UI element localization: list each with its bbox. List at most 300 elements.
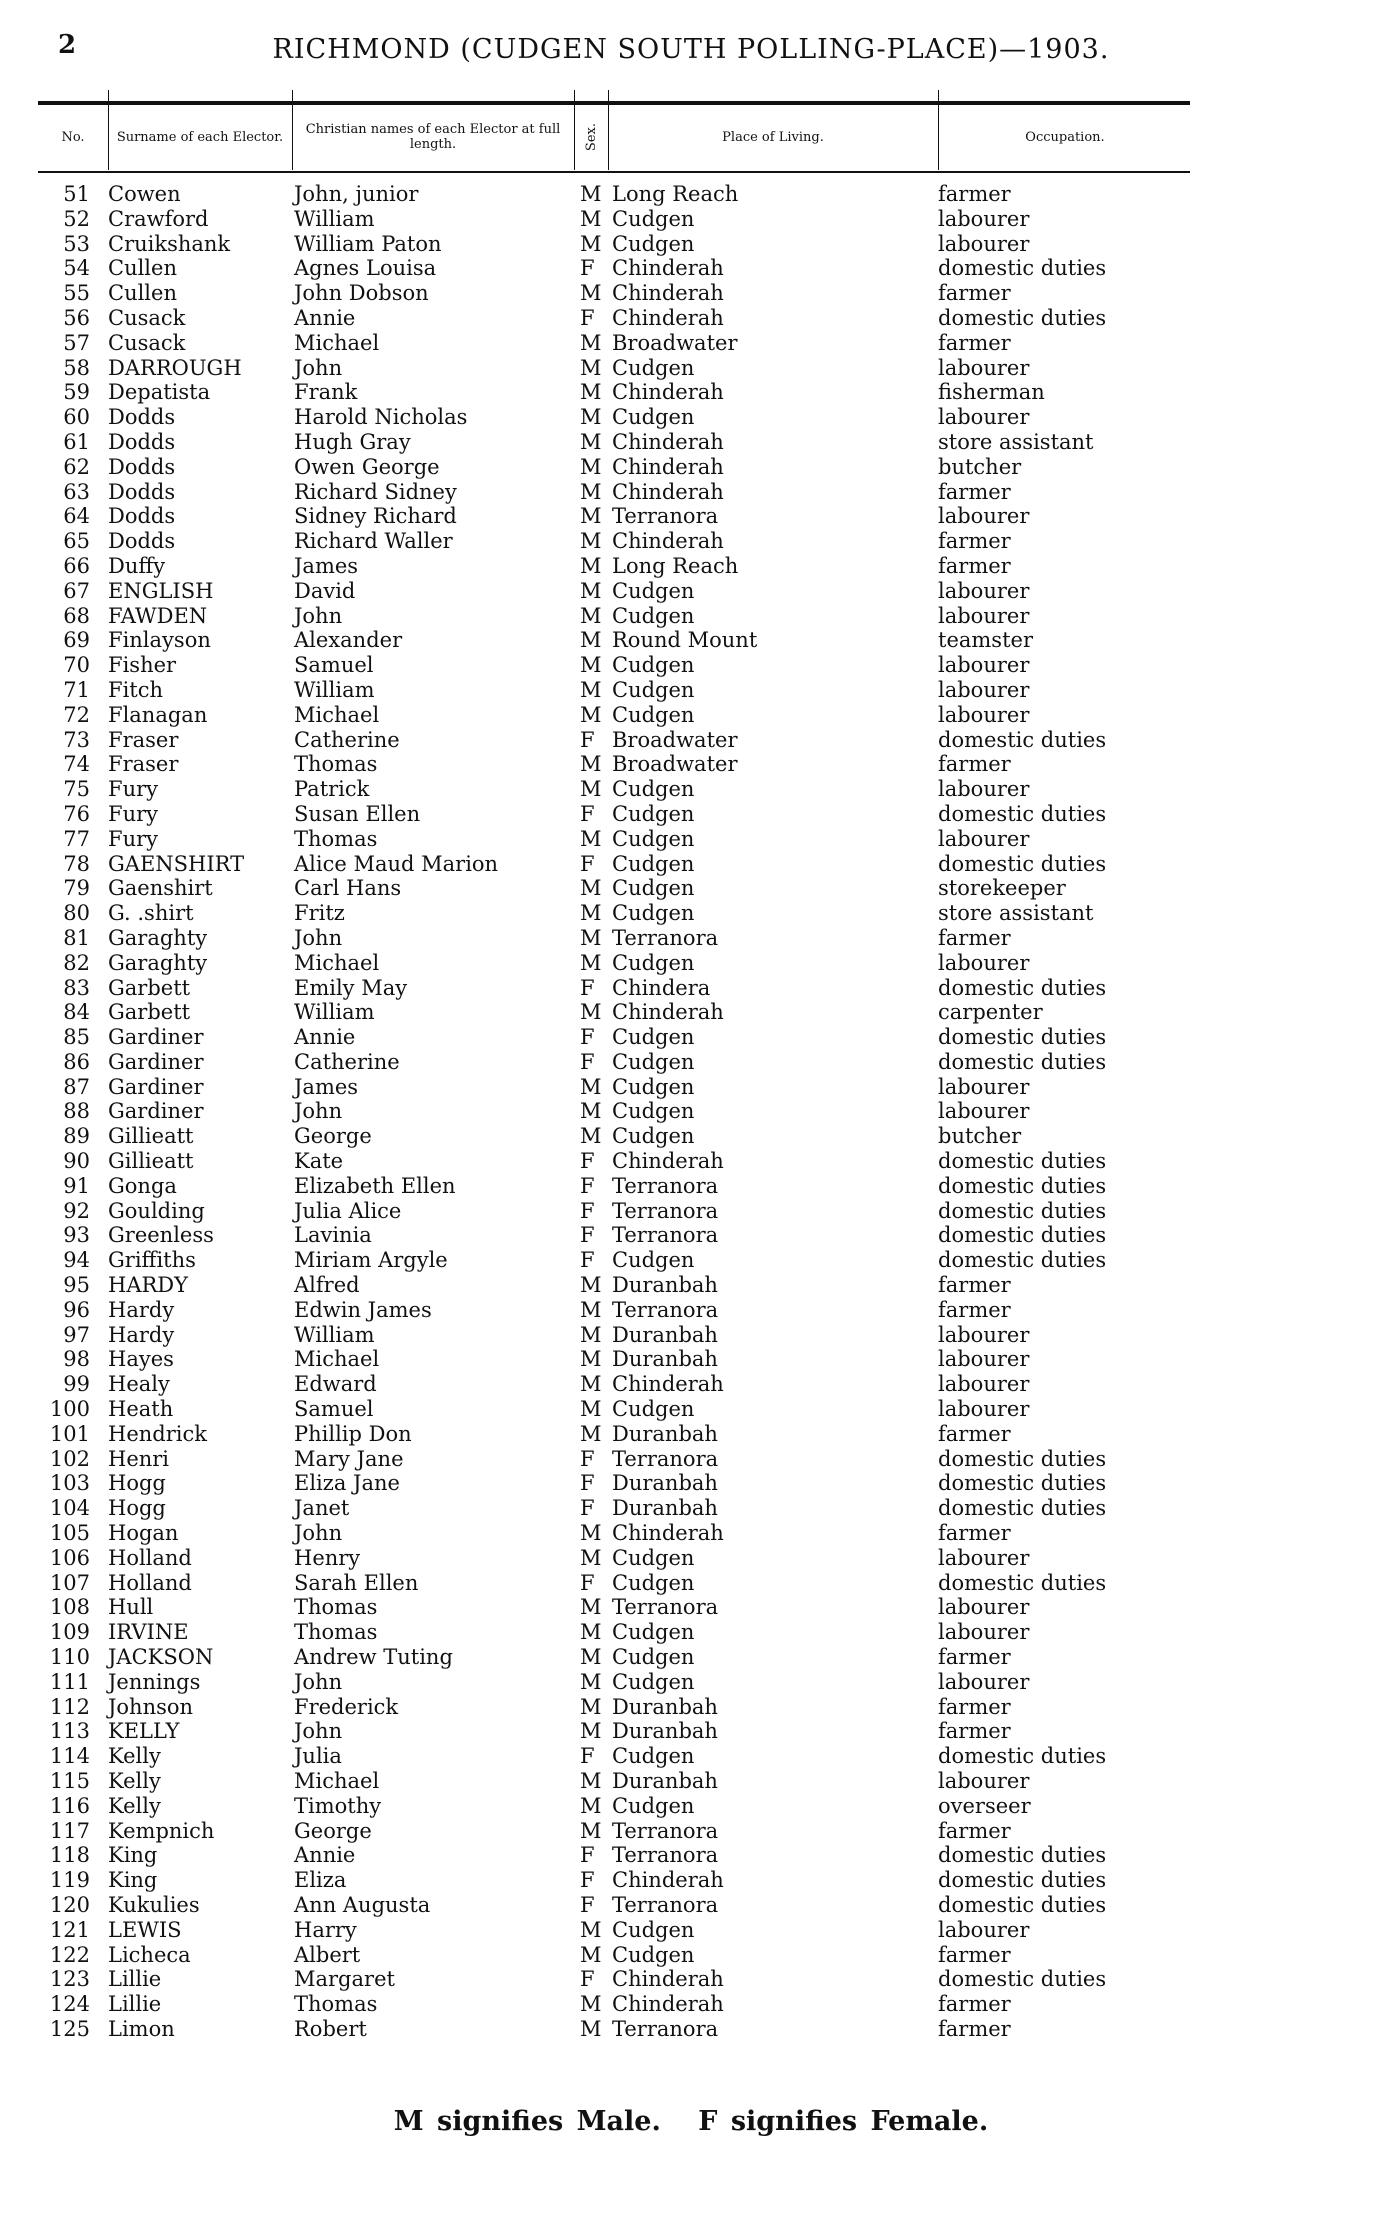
elector-occupation: farmer (938, 925, 1011, 950)
elector-number: 117 (49, 1818, 90, 1843)
elector-place-of-living: Cudgen (612, 1917, 695, 1942)
table-row (0, 1025, 1382, 1050)
elector-occupation: domestic duties (938, 1223, 1107, 1248)
elector-christian-names: John (294, 355, 343, 380)
elector-christian-names: James (294, 1074, 359, 1099)
table-row (0, 1769, 1382, 1794)
table-row (0, 1819, 1382, 1844)
elector-sex: M (580, 1521, 602, 1546)
elector-number: 53 (63, 231, 90, 256)
elector-number: 94 (63, 1248, 90, 1273)
table-row (0, 752, 1382, 777)
table-row (0, 951, 1382, 976)
elector-place-of-living: Cudgen (612, 603, 695, 628)
elector-surname: Garbett (108, 1000, 191, 1025)
page-number: 2 (58, 30, 77, 60)
elector-occupation: domestic duties (938, 1149, 1107, 1174)
elector-christian-names: Kate (294, 1149, 344, 1174)
elector-number: 61 (63, 429, 90, 454)
elector-sex: M (580, 405, 602, 430)
elector-christian-names: Samuel (294, 653, 374, 678)
elector-number: 64 (63, 504, 90, 529)
elector-christian-names: Michael (294, 1769, 380, 1793)
elector-surname: Gardiner (108, 1074, 204, 1099)
elector-occupation: farmer (938, 529, 1011, 554)
elector-surname: Goulding (108, 1198, 205, 1223)
elector-occupation: farmer (938, 553, 1011, 578)
elector-surname: DARROUGH (108, 355, 242, 380)
elector-surname: FAWDEN (108, 603, 208, 628)
elector-place-of-living: Terranora (612, 1818, 719, 1843)
table-row (0, 1397, 1382, 1422)
elector-place-of-living: Chinderah (612, 529, 724, 554)
elector-surname: ENGLISH (108, 578, 214, 603)
elector-number: 68 (63, 603, 90, 628)
elector-number: 90 (63, 1149, 90, 1174)
elector-sex: M (580, 1347, 602, 1372)
elector-place-of-living: Broadwater (612, 752, 738, 777)
elector-surname: Gardiner (108, 1049, 204, 1074)
elector-occupation: domestic duties (938, 1025, 1107, 1050)
elector-place-of-living: Terranora (612, 1198, 719, 1223)
elector-number: 67 (63, 578, 90, 603)
table-row (0, 1943, 1382, 1968)
elector-number: 93 (63, 1223, 90, 1248)
table-row (0, 2017, 1382, 2042)
table-row (0, 480, 1382, 505)
table-row (0, 777, 1382, 802)
elector-surname: Gaenshirt (108, 876, 213, 901)
elector-christian-names: Fritz (294, 901, 345, 926)
elector-christian-names: Julia (294, 1744, 342, 1769)
elector-place-of-living: Broadwater (612, 330, 738, 355)
elector-christian-names: Henry (294, 1545, 361, 1570)
elector-christian-names: Ann Augusta (294, 1892, 431, 1917)
table-row (0, 1298, 1382, 1323)
elector-occupation: domestic duties (938, 305, 1107, 330)
elector-place-of-living: Cudgen (612, 1099, 695, 1124)
elector-number: 101 (49, 1421, 90, 1446)
elector-place-of-living: Cudgen (612, 1570, 695, 1595)
elector-christian-names: Alfred (294, 1273, 360, 1298)
elector-surname: Hendrick (108, 1421, 207, 1446)
elector-sex: F (580, 851, 595, 876)
elector-surname: Finlayson (108, 628, 211, 653)
elector-number: 89 (63, 1124, 90, 1149)
elector-christian-names: Eliza Jane (294, 1471, 400, 1496)
elector-place-of-living: Terranora (612, 1595, 719, 1620)
elector-sex: M (580, 752, 602, 777)
table-row (0, 182, 1382, 207)
elector-surname: Kelly (108, 1769, 161, 1793)
table-row (0, 306, 1382, 331)
elector-christian-names: Julia Alice (294, 1198, 402, 1223)
table-row (0, 628, 1382, 653)
elector-surname: Gardiner (108, 1099, 204, 1124)
elector-sex: M (580, 1372, 602, 1397)
elector-place-of-living: Cudgen (612, 777, 695, 802)
elector-christian-names: Mary Jane (294, 1446, 404, 1471)
elector-christian-names: Robert (294, 2016, 367, 2041)
table-row (0, 1546, 1382, 1571)
elector-surname: Gillieatt (108, 1124, 194, 1149)
column-divider (108, 90, 109, 170)
elector-christian-names: John (294, 1669, 343, 1694)
elector-place-of-living: Chinderah (612, 1868, 724, 1893)
table-row (0, 529, 1382, 554)
elector-number: 86 (63, 1049, 90, 1074)
table-row (0, 1124, 1382, 1149)
elector-occupation: labourer (938, 405, 1030, 430)
elector-occupation: domestic duties (938, 1446, 1107, 1471)
table-row (0, 1000, 1382, 1025)
table-row (0, 1670, 1382, 1695)
elector-number: 115 (49, 1769, 90, 1793)
elector-number: 60 (63, 405, 90, 430)
table-row (0, 604, 1382, 629)
elector-sex: F (580, 1198, 595, 1223)
elector-place-of-living: Cudgen (612, 1124, 695, 1149)
elector-number: 51 (63, 182, 90, 206)
elector-number: 123 (49, 1967, 90, 1992)
elector-place-of-living: Cudgen (612, 702, 695, 727)
table-row (0, 1347, 1382, 1372)
column-header-no: No. (61, 129, 85, 145)
elector-sex: M (580, 206, 602, 231)
elector-place-of-living: Duranbah (612, 1421, 718, 1446)
elector-surname: Dodds (108, 479, 176, 504)
elector-sex: M (580, 429, 602, 454)
elector-sex: M (580, 876, 602, 901)
elector-surname: King (108, 1868, 158, 1893)
elector-place-of-living: Cudgen (612, 1645, 695, 1670)
elector-number: 121 (49, 1917, 90, 1942)
elector-place-of-living: Terranora (612, 504, 719, 529)
elector-number: 83 (63, 975, 90, 1000)
table-row (0, 1744, 1382, 1769)
elector-place-of-living: Chinderah (612, 429, 724, 454)
elector-sex: M (580, 1942, 602, 1967)
elector-surname: Crawford (108, 206, 209, 231)
elector-occupation: domestic duties (938, 256, 1107, 281)
elector-number: 92 (63, 1198, 90, 1223)
table-row (0, 827, 1382, 852)
elector-christian-names: Frederick (294, 1694, 399, 1719)
table-row (0, 876, 1382, 901)
elector-surname: Gardiner (108, 1025, 204, 1050)
elector-sex: M (580, 653, 602, 678)
elector-sex: M (580, 1322, 602, 1347)
elector-surname: Cusack (108, 305, 186, 330)
elector-sex: M (580, 504, 602, 529)
elector-occupation: domestic duties (938, 1892, 1107, 1917)
table-row (0, 901, 1382, 926)
elector-christian-names: Edwin James (294, 1297, 432, 1322)
elector-surname: Fury (108, 826, 158, 851)
elector-place-of-living: Cudgen (612, 1942, 695, 1967)
elector-surname: Cullen (108, 256, 177, 281)
elector-surname: King (108, 1843, 158, 1868)
elector-occupation: carpenter (938, 1000, 1043, 1025)
elector-occupation: labourer (938, 1620, 1030, 1645)
elector-occupation: farmer (938, 1297, 1011, 1322)
elector-christian-names: Michael (294, 1347, 380, 1372)
elector-occupation: labourer (938, 206, 1030, 231)
elector-surname: Henri (108, 1446, 170, 1471)
elector-occupation: domestic duties (938, 801, 1107, 826)
elector-christian-names: Edward (294, 1372, 377, 1397)
elector-occupation: farmer (938, 1421, 1011, 1446)
elector-sex: M (580, 1620, 602, 1645)
table-row (0, 728, 1382, 753)
elector-christian-names: Richard Sidney (294, 479, 457, 504)
elector-number: 88 (63, 1099, 90, 1124)
elector-occupation: labourer (938, 1397, 1030, 1422)
elector-number: 122 (49, 1942, 90, 1967)
elector-sex: M (580, 2016, 602, 2041)
elector-surname: Cowen (108, 182, 181, 206)
table-row (0, 1918, 1382, 1943)
table-row (0, 1372, 1382, 1397)
elector-christian-names: William (294, 1322, 375, 1347)
elector-christian-names: William (294, 206, 375, 231)
elector-occupation: farmer (938, 1273, 1011, 1298)
elector-sex: F (580, 1570, 595, 1595)
elector-occupation: farmer (938, 281, 1011, 306)
elector-place-of-living: Cudgen (612, 1397, 695, 1422)
elector-place-of-living: Chinderah (612, 1521, 724, 1546)
elector-surname: LEWIS (108, 1917, 182, 1942)
table-row (0, 1447, 1382, 1472)
elector-number: 113 (49, 1719, 90, 1744)
elector-number: 102 (49, 1446, 90, 1471)
elector-occupation: farmer (938, 1645, 1011, 1670)
elector-surname: Dodds (108, 405, 176, 430)
elector-occupation: teamster (938, 628, 1033, 653)
elector-number: 112 (49, 1694, 90, 1719)
elector-occupation: labourer (938, 950, 1030, 975)
table-row (0, 1273, 1382, 1298)
elector-sex: M (580, 1074, 602, 1099)
elector-number: 95 (63, 1273, 90, 1298)
elector-place-of-living: Cudgen (612, 851, 695, 876)
elector-number: 99 (63, 1372, 90, 1397)
elector-christian-names: William (294, 1000, 375, 1025)
elector-occupation: domestic duties (938, 1496, 1107, 1521)
elector-sex: M (580, 1124, 602, 1149)
elector-christian-names: Albert (294, 1942, 361, 1967)
elector-place-of-living: Duranbah (612, 1694, 718, 1719)
elector-place-of-living: Cudgen (612, 1248, 695, 1273)
elector-surname: Hayes (108, 1347, 174, 1372)
elector-number: 70 (63, 653, 90, 678)
elector-sex: M (580, 677, 602, 702)
elector-occupation: farmer (938, 2016, 1011, 2041)
elector-sex: M (580, 1992, 602, 2017)
elector-place-of-living: Cudgen (612, 1545, 695, 1570)
elector-sex: F (580, 1446, 595, 1471)
elector-occupation: labourer (938, 355, 1030, 380)
elector-surname: GAENSHIRT (108, 851, 245, 876)
elector-occupation: farmer (938, 1992, 1011, 2017)
elector-surname: Cullen (108, 281, 177, 306)
elector-number: 100 (49, 1397, 90, 1422)
elector-sex: F (580, 1173, 595, 1198)
table-row (0, 380, 1382, 405)
elector-surname: Garaghty (108, 925, 208, 950)
elector-sex: F (580, 1744, 595, 1769)
elector-number: 85 (63, 1025, 90, 1050)
elector-occupation: labourer (938, 1099, 1030, 1124)
elector-christian-names: Margaret (294, 1967, 395, 1992)
elector-sex: F (580, 1223, 595, 1248)
elector-occupation: labourer (938, 1322, 1030, 1347)
elector-place-of-living: Duranbah (612, 1769, 718, 1793)
elector-occupation: labourer (938, 603, 1030, 628)
elector-number: 118 (49, 1843, 90, 1868)
elector-christian-names: Sidney Richard (294, 504, 457, 529)
elector-number: 87 (63, 1074, 90, 1099)
elector-number: 56 (63, 305, 90, 330)
elector-sex: M (580, 1545, 602, 1570)
elector-place-of-living: Chinderah (612, 454, 724, 479)
elector-number: 77 (63, 826, 90, 851)
table-row (0, 1149, 1382, 1174)
elector-place-of-living: Terranora (612, 1446, 719, 1471)
elector-place-of-living: Cudgen (612, 578, 695, 603)
page-title: RICHMOND (CUDGEN SOUTH POLLING-PLACE)—1903. (272, 34, 1110, 65)
table-row (0, 1595, 1382, 1620)
elector-number: 62 (63, 454, 90, 479)
elector-surname: Garbett (108, 975, 191, 1000)
elector-christian-names: Richard Waller (294, 529, 453, 554)
elector-christian-names: John (294, 1099, 343, 1124)
elector-sex: F (580, 1843, 595, 1868)
elector-occupation: domestic duties (938, 1967, 1107, 1992)
elector-occupation: fisherman (938, 380, 1045, 405)
table-row (0, 1843, 1382, 1868)
elector-occupation: farmer (938, 1719, 1011, 1744)
elector-christian-names: John (294, 1521, 343, 1546)
table-row (0, 1323, 1382, 1348)
elector-christian-names: Agnes Louisa (294, 256, 437, 281)
elector-occupation: domestic duties (938, 1843, 1107, 1868)
elector-place-of-living: Terranora (612, 1297, 719, 1322)
elector-occupation: domestic duties (938, 1198, 1107, 1223)
elector-surname: Cusack (108, 330, 186, 355)
elector-sex: M (580, 1793, 602, 1818)
elector-sex: M (580, 182, 602, 206)
elector-surname: Dodds (108, 454, 176, 479)
elector-sex: M (580, 380, 602, 405)
column-header-place: Place of Living. (722, 129, 824, 145)
elector-number: 103 (49, 1471, 90, 1496)
elector-number: 71 (63, 677, 90, 702)
elector-place-of-living: Cudgen (612, 405, 695, 430)
elector-surname: KELLY (108, 1719, 180, 1744)
table-row (0, 331, 1382, 356)
elector-sex: M (580, 950, 602, 975)
elector-number: 97 (63, 1322, 90, 1347)
column-header-sex: Sex. (583, 122, 599, 152)
elector-place-of-living: Chinderah (612, 1967, 724, 1992)
elector-christian-names: Michael (294, 950, 380, 975)
elector-number: 107 (49, 1570, 90, 1595)
elector-number: 124 (49, 1992, 90, 2017)
elector-sex: M (580, 826, 602, 851)
footer-legend (0, 2106, 1382, 2137)
elector-number: 106 (49, 1545, 90, 1570)
elector-surname: Griffiths (108, 1248, 196, 1273)
elector-christian-names: Thomas (294, 826, 378, 851)
elector-surname: Dodds (108, 429, 176, 454)
elector-sex: F (580, 1248, 595, 1273)
elector-christian-names: Alice Maud Marion (294, 851, 499, 876)
elector-surname: Lillie (108, 1992, 162, 2017)
elector-place-of-living: Cudgen (612, 653, 695, 678)
elector-occupation: domestic duties (938, 1868, 1107, 1893)
elector-sex: F (580, 975, 595, 1000)
elector-occupation: farmer (938, 1942, 1011, 1967)
elector-occupation: labourer (938, 1769, 1030, 1793)
elector-occupation: farmer (938, 479, 1011, 504)
elector-number: 125 (49, 2016, 90, 2041)
elector-place-of-living: Chinderah (612, 305, 724, 330)
elector-christian-names: Annie (294, 1843, 356, 1868)
elector-surname: Johnson (108, 1694, 194, 1719)
elector-sex: M (580, 330, 602, 355)
table-row (0, 1719, 1382, 1744)
table-row (0, 1992, 1382, 2017)
elector-place-of-living: Terranora (612, 2016, 719, 2041)
elector-occupation: domestic duties (938, 1570, 1107, 1595)
elector-surname: Greenless (108, 1223, 214, 1248)
elector-sex: M (580, 603, 602, 628)
elector-occupation: labourer (938, 1347, 1030, 1372)
elector-place-of-living: Cudgen (612, 231, 695, 256)
elector-place-of-living: Terranora (612, 1173, 719, 1198)
elector-christian-names: George (294, 1818, 372, 1843)
elector-sex: F (580, 1149, 595, 1174)
elector-sex: M (580, 454, 602, 479)
elector-place-of-living: Cudgen (612, 876, 695, 901)
elector-christian-names: Michael (294, 702, 380, 727)
elector-christian-names: Thomas (294, 1992, 378, 2017)
footer-male-note: M signifies Male. (393, 2106, 661, 2137)
elector-sex: F (580, 256, 595, 281)
elector-number: 66 (63, 553, 90, 578)
elector-surname: Gillieatt (108, 1149, 194, 1174)
elector-surname: Healy (108, 1372, 170, 1397)
elector-number: 58 (63, 355, 90, 380)
column-header-occupation: Occupation. (1025, 129, 1105, 145)
elector-occupation: store assistant (938, 901, 1094, 926)
elector-christian-names: John (294, 603, 343, 628)
elector-christian-names: Phillip Don (294, 1421, 412, 1446)
elector-sex: F (580, 1967, 595, 1992)
table-row (0, 1893, 1382, 1918)
elector-place-of-living: Chinderah (612, 256, 724, 281)
elector-surname: Flanagan (108, 702, 208, 727)
elector-place-of-living: Long Reach (612, 182, 739, 206)
elector-sex: M (580, 628, 602, 653)
elector-sex: M (580, 529, 602, 554)
elector-sex: F (580, 1496, 595, 1521)
elector-number: 111 (49, 1669, 90, 1694)
column-divider (292, 90, 293, 170)
elector-christian-names: William (294, 677, 375, 702)
elector-number: 59 (63, 380, 90, 405)
